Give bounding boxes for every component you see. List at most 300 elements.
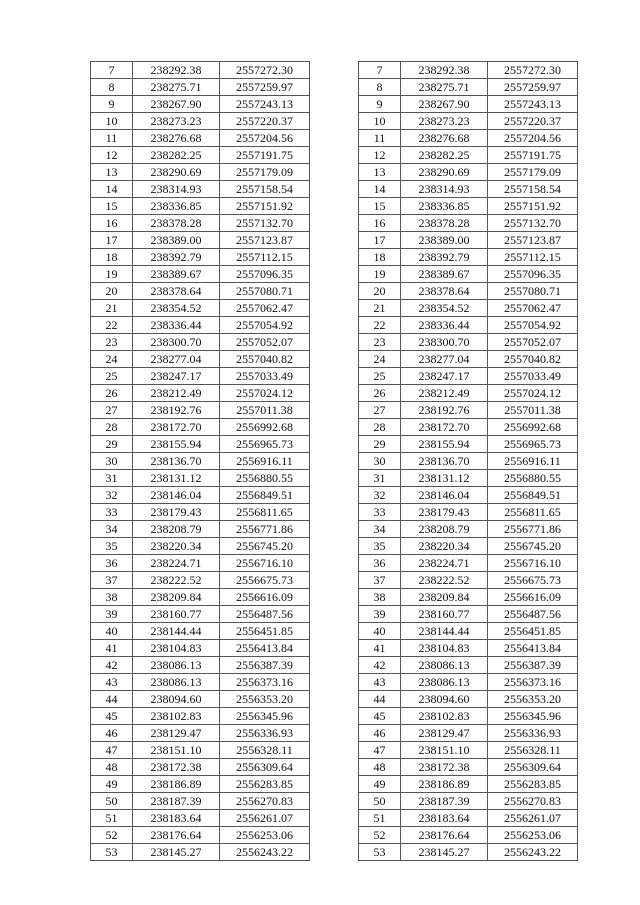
y-coordinate-cell: 2556309.64: [220, 759, 310, 776]
point-number-cell: 18: [359, 249, 401, 266]
x-coordinate-cell: 238176.64: [133, 827, 220, 844]
point-number-cell: 16: [91, 215, 133, 232]
point-number-cell: 37: [91, 572, 133, 589]
point-number-cell: 8: [359, 79, 401, 96]
table-row: [359, 368, 578, 385]
x-coordinate-cell: 238186.89: [133, 776, 220, 793]
table-row: [91, 164, 310, 181]
table-row: [359, 521, 578, 538]
point-number-cell: 27: [359, 402, 401, 419]
x-coordinate-cell: 238209.84: [401, 589, 488, 606]
table-row: [359, 215, 578, 232]
table-row: [91, 283, 310, 300]
y-coordinate-cell: 2556328.11: [220, 742, 310, 759]
y-coordinate-cell: 2557054.92: [488, 317, 578, 334]
y-coordinate-cell: 2557204.56: [488, 130, 578, 147]
table-row: [359, 79, 578, 96]
table-row: [91, 606, 310, 623]
y-coordinate-cell: 2556373.16: [220, 674, 310, 691]
table-row: [91, 453, 310, 470]
y-coordinate-cell: 2556880.55: [220, 470, 310, 487]
y-coordinate-cell: 2557033.49: [488, 368, 578, 385]
point-number-cell: 21: [91, 300, 133, 317]
y-coordinate-cell: 2556283.85: [220, 776, 310, 793]
point-number-cell: 24: [359, 351, 401, 368]
table-row: [359, 487, 578, 504]
y-coordinate-cell: 2556387.39: [488, 657, 578, 674]
x-coordinate-cell: 238192.76: [401, 402, 488, 419]
x-coordinate-cell: 238155.94: [401, 436, 488, 453]
table-row: [91, 147, 310, 164]
y-coordinate-cell: 2557132.70: [488, 215, 578, 232]
x-coordinate-cell: 238176.64: [401, 827, 488, 844]
x-coordinate-cell: 238276.68: [133, 130, 220, 147]
table-row: [359, 96, 578, 113]
y-coordinate-cell: 2556261.07: [488, 810, 578, 827]
x-coordinate-cell: 238389.00: [401, 232, 488, 249]
table-row: [91, 742, 310, 759]
table-row: [91, 708, 310, 725]
point-number-cell: 45: [359, 708, 401, 725]
x-coordinate-cell: 238354.52: [133, 300, 220, 317]
y-coordinate-cell: 2557112.15: [220, 249, 310, 266]
y-coordinate-cell: 2557011.38: [220, 402, 310, 419]
table-row: [91, 351, 310, 368]
x-coordinate-cell: 238208.79: [133, 521, 220, 538]
point-number-cell: 40: [359, 623, 401, 640]
x-coordinate-cell: 238151.10: [401, 742, 488, 759]
table-row: [91, 62, 310, 79]
table-row: [359, 759, 578, 776]
y-coordinate-cell: 2557112.15: [488, 249, 578, 266]
table-row: [359, 181, 578, 198]
x-coordinate-cell: 238220.34: [133, 538, 220, 555]
point-number-cell: 28: [359, 419, 401, 436]
point-number-cell: 34: [359, 521, 401, 538]
x-coordinate-cell: 238187.39: [401, 793, 488, 810]
x-coordinate-cell: 238186.89: [401, 776, 488, 793]
x-coordinate-cell: 238247.17: [401, 368, 488, 385]
point-number-cell: 53: [359, 844, 401, 861]
y-coordinate-cell: 2556353.20: [220, 691, 310, 708]
table-row: [359, 844, 578, 861]
x-coordinate-cell: 238276.68: [401, 130, 488, 147]
x-coordinate-cell: 238172.70: [133, 419, 220, 436]
table-row: [91, 402, 310, 419]
point-number-cell: 30: [91, 453, 133, 470]
x-coordinate-cell: 238086.13: [401, 657, 488, 674]
table-row: [91, 385, 310, 402]
y-coordinate-cell: 2556771.86: [488, 521, 578, 538]
x-coordinate-cell: 238275.71: [133, 79, 220, 96]
table-row: [91, 793, 310, 810]
x-coordinate-cell: 238212.49: [133, 385, 220, 402]
x-coordinate-cell: 238131.12: [401, 470, 488, 487]
table-row: [91, 215, 310, 232]
point-number-cell: 8: [91, 79, 133, 96]
table-row: [91, 827, 310, 844]
table-row: [359, 453, 578, 470]
x-coordinate-cell: 238160.77: [133, 606, 220, 623]
x-coordinate-cell: 238172.38: [401, 759, 488, 776]
x-coordinate-cell: 238086.13: [133, 657, 220, 674]
point-number-cell: 47: [91, 742, 133, 759]
point-number-cell: 49: [359, 776, 401, 793]
y-coordinate-cell: 2557191.75: [220, 147, 310, 164]
table-row: [91, 470, 310, 487]
point-number-cell: 41: [91, 640, 133, 657]
y-coordinate-cell: 2556345.96: [488, 708, 578, 725]
point-number-cell: 35: [91, 538, 133, 555]
y-coordinate-cell: 2557080.71: [488, 283, 578, 300]
point-number-cell: 23: [91, 334, 133, 351]
point-number-cell: 26: [359, 385, 401, 402]
table-row: [91, 181, 310, 198]
table-row: [91, 538, 310, 555]
y-coordinate-cell: 2556716.10: [488, 555, 578, 572]
table-row: [91, 232, 310, 249]
x-coordinate-cell: 238378.64: [133, 283, 220, 300]
x-coordinate-cell: 238146.04: [133, 487, 220, 504]
point-number-cell: 42: [91, 657, 133, 674]
point-number-cell: 52: [359, 827, 401, 844]
y-coordinate-cell: 2556336.93: [488, 725, 578, 742]
x-coordinate-cell: 238292.38: [401, 62, 488, 79]
table-row: [91, 521, 310, 538]
table-row: [91, 623, 310, 640]
point-number-cell: 44: [359, 691, 401, 708]
point-number-cell: 42: [359, 657, 401, 674]
point-number-cell: 25: [91, 368, 133, 385]
table-row: [359, 232, 578, 249]
x-coordinate-cell: 238267.90: [401, 96, 488, 113]
point-number-cell: 36: [359, 555, 401, 572]
x-coordinate-cell: 238378.28: [133, 215, 220, 232]
table-row: [91, 79, 310, 96]
table-row: [359, 657, 578, 674]
table-row: [359, 436, 578, 453]
table-row: [359, 504, 578, 521]
point-number-cell: 23: [359, 334, 401, 351]
table-row: [359, 266, 578, 283]
x-coordinate-cell: 238267.90: [133, 96, 220, 113]
y-coordinate-cell: 2556487.56: [488, 606, 578, 623]
x-coordinate-cell: 238136.70: [133, 453, 220, 470]
point-number-cell: 50: [91, 793, 133, 810]
point-number-cell: 53: [91, 844, 133, 861]
y-coordinate-cell: 2556811.65: [488, 504, 578, 521]
point-number-cell: 33: [359, 504, 401, 521]
y-coordinate-cell: 2557123.87: [488, 232, 578, 249]
y-coordinate-cell: 2556745.20: [220, 538, 310, 555]
point-number-cell: 50: [359, 793, 401, 810]
point-number-cell: 32: [359, 487, 401, 504]
x-coordinate-cell: 238273.23: [133, 113, 220, 130]
y-coordinate-cell: 2557191.75: [488, 147, 578, 164]
y-coordinate-cell: 2557024.12: [220, 385, 310, 402]
y-coordinate-cell: 2557259.97: [488, 79, 578, 96]
y-coordinate-cell: 2556965.73: [220, 436, 310, 453]
point-number-cell: 44: [91, 691, 133, 708]
table-row: [359, 164, 578, 181]
x-coordinate-cell: 238086.13: [133, 674, 220, 691]
table-row: [91, 810, 310, 827]
y-coordinate-cell: 2557158.54: [488, 181, 578, 198]
point-number-cell: 9: [359, 96, 401, 113]
point-number-cell: 12: [359, 147, 401, 164]
x-coordinate-cell: 238102.83: [133, 708, 220, 725]
point-number-cell: 16: [359, 215, 401, 232]
point-number-cell: 9: [91, 96, 133, 113]
point-number-cell: 19: [91, 266, 133, 283]
table-row: [91, 96, 310, 113]
y-coordinate-cell: 2557179.09: [220, 164, 310, 181]
table-row: [91, 300, 310, 317]
y-coordinate-cell: 2556261.07: [220, 810, 310, 827]
table-row: [91, 130, 310, 147]
y-coordinate-cell: 2557204.56: [220, 130, 310, 147]
point-number-cell: 51: [359, 810, 401, 827]
point-number-cell: 21: [359, 300, 401, 317]
y-coordinate-cell: 2556811.65: [220, 504, 310, 521]
x-coordinate-cell: 238102.83: [401, 708, 488, 725]
point-number-cell: 11: [91, 130, 133, 147]
y-coordinate-cell: 2556965.73: [488, 436, 578, 453]
table-row: [359, 317, 578, 334]
table-row: [359, 130, 578, 147]
point-number-cell: 46: [359, 725, 401, 742]
point-number-cell: 30: [359, 453, 401, 470]
point-number-cell: 41: [359, 640, 401, 657]
x-coordinate-cell: 238104.83: [401, 640, 488, 657]
y-coordinate-cell: 2557123.87: [220, 232, 310, 249]
x-coordinate-cell: 238192.76: [133, 402, 220, 419]
x-coordinate-cell: 238336.44: [401, 317, 488, 334]
y-coordinate-cell: 2556345.96: [220, 708, 310, 725]
table-row: [91, 844, 310, 861]
table-row: [359, 623, 578, 640]
y-coordinate-cell: 2556451.85: [220, 623, 310, 640]
y-coordinate-cell: 2557151.92: [488, 198, 578, 215]
x-coordinate-cell: 238290.69: [401, 164, 488, 181]
y-coordinate-cell: 2556675.73: [220, 572, 310, 589]
point-number-cell: 27: [91, 402, 133, 419]
table-row: [359, 555, 578, 572]
point-number-cell: 17: [91, 232, 133, 249]
point-number-cell: 28: [91, 419, 133, 436]
table-row: [91, 674, 310, 691]
y-coordinate-cell: 2557062.47: [488, 300, 578, 317]
point-number-cell: 10: [91, 113, 133, 130]
y-coordinate-cell: 2557096.35: [220, 266, 310, 283]
x-coordinate-cell: 238222.52: [401, 572, 488, 589]
table-row: [91, 368, 310, 385]
x-coordinate-cell: 238183.64: [133, 810, 220, 827]
coordinate-table-left: [90, 61, 310, 861]
table-row: [359, 300, 578, 317]
point-number-cell: 43: [359, 674, 401, 691]
table-row: [91, 657, 310, 674]
y-coordinate-cell: 2556992.68: [220, 419, 310, 436]
table-row: [91, 589, 310, 606]
y-coordinate-cell: 2556309.64: [488, 759, 578, 776]
y-coordinate-cell: 2556716.10: [220, 555, 310, 572]
y-coordinate-cell: 2556451.85: [488, 623, 578, 640]
y-coordinate-cell: 2556849.51: [488, 487, 578, 504]
y-coordinate-cell: 2557158.54: [220, 181, 310, 198]
point-number-cell: 48: [359, 759, 401, 776]
x-coordinate-cell: 238300.70: [133, 334, 220, 351]
x-coordinate-cell: 238104.83: [133, 640, 220, 657]
table-row: [91, 504, 310, 521]
x-coordinate-cell: 238378.64: [401, 283, 488, 300]
y-coordinate-cell: 2557080.71: [220, 283, 310, 300]
point-number-cell: 25: [359, 368, 401, 385]
x-coordinate-cell: 238172.38: [133, 759, 220, 776]
x-coordinate-cell: 238209.84: [133, 589, 220, 606]
point-number-cell: 18: [91, 249, 133, 266]
x-coordinate-cell: 238144.44: [133, 623, 220, 640]
y-coordinate-cell: 2556243.22: [488, 844, 578, 861]
y-coordinate-cell: 2557062.47: [220, 300, 310, 317]
y-coordinate-cell: 2556243.22: [220, 844, 310, 861]
table-row: [359, 147, 578, 164]
point-number-cell: 29: [91, 436, 133, 453]
y-coordinate-cell: 2556283.85: [488, 776, 578, 793]
y-coordinate-cell: 2557220.37: [488, 113, 578, 130]
point-number-cell: 47: [359, 742, 401, 759]
table-row: [359, 62, 578, 79]
y-coordinate-cell: 2557052.07: [488, 334, 578, 351]
x-coordinate-cell: 238145.27: [133, 844, 220, 861]
point-number-cell: 35: [359, 538, 401, 555]
point-number-cell: 15: [91, 198, 133, 215]
x-coordinate-cell: 238224.71: [401, 555, 488, 572]
x-coordinate-cell: 238336.44: [133, 317, 220, 334]
table-row: [359, 572, 578, 589]
table-row: [91, 487, 310, 504]
y-coordinate-cell: 2556616.09: [220, 589, 310, 606]
y-coordinate-cell: 2556916.11: [220, 453, 310, 470]
y-coordinate-cell: 2557179.09: [488, 164, 578, 181]
table-row: [359, 640, 578, 657]
table-row: [91, 725, 310, 742]
table-row: [359, 725, 578, 742]
table-row: [359, 793, 578, 810]
x-coordinate-cell: 238187.39: [133, 793, 220, 810]
y-coordinate-cell: 2556675.73: [488, 572, 578, 589]
point-number-cell: 39: [359, 606, 401, 623]
point-number-cell: 7: [91, 62, 133, 79]
point-number-cell: 31: [359, 470, 401, 487]
x-coordinate-cell: 238146.04: [401, 487, 488, 504]
x-coordinate-cell: 238378.28: [401, 215, 488, 232]
point-number-cell: 22: [359, 317, 401, 334]
y-coordinate-cell: 2556270.83: [488, 793, 578, 810]
table-row: [91, 249, 310, 266]
x-coordinate-cell: 238131.12: [133, 470, 220, 487]
table-row: [359, 198, 578, 215]
point-number-cell: 34: [91, 521, 133, 538]
x-coordinate-cell: 238172.70: [401, 419, 488, 436]
x-coordinate-cell: 238354.52: [401, 300, 488, 317]
point-number-cell: 7: [359, 62, 401, 79]
y-coordinate-cell: 2556745.20: [488, 538, 578, 555]
point-number-cell: 31: [91, 470, 133, 487]
x-coordinate-cell: 238392.79: [401, 249, 488, 266]
y-coordinate-cell: 2557151.92: [220, 198, 310, 215]
point-number-cell: 32: [91, 487, 133, 504]
point-number-cell: 19: [359, 266, 401, 283]
point-number-cell: 33: [91, 504, 133, 521]
y-coordinate-cell: 2557024.12: [488, 385, 578, 402]
x-coordinate-cell: 238183.64: [401, 810, 488, 827]
point-number-cell: 38: [359, 589, 401, 606]
y-coordinate-cell: 2556270.83: [220, 793, 310, 810]
point-number-cell: 20: [91, 283, 133, 300]
x-coordinate-cell: 238144.44: [401, 623, 488, 640]
table-row: [359, 810, 578, 827]
table-row: [359, 113, 578, 130]
y-coordinate-cell: 2556849.51: [220, 487, 310, 504]
table-row: [91, 317, 310, 334]
y-coordinate-cell: 2556413.84: [220, 640, 310, 657]
point-number-cell: 51: [91, 810, 133, 827]
x-coordinate-cell: 238160.77: [401, 606, 488, 623]
x-coordinate-cell: 238290.69: [133, 164, 220, 181]
coordinate-table-right: [358, 61, 578, 861]
point-number-cell: 29: [359, 436, 401, 453]
table-row: [359, 606, 578, 623]
point-number-cell: 14: [91, 181, 133, 198]
table-row: [359, 385, 578, 402]
y-coordinate-cell: 2556373.16: [488, 674, 578, 691]
x-coordinate-cell: 238314.93: [401, 181, 488, 198]
point-number-cell: 15: [359, 198, 401, 215]
x-coordinate-cell: 238389.67: [401, 266, 488, 283]
x-coordinate-cell: 238222.52: [133, 572, 220, 589]
y-coordinate-cell: 2557040.82: [488, 351, 578, 368]
table-row: [359, 419, 578, 436]
table-row: [359, 776, 578, 793]
point-number-cell: 45: [91, 708, 133, 725]
table-row: [359, 402, 578, 419]
x-coordinate-cell: 238389.00: [133, 232, 220, 249]
table-row: [91, 640, 310, 657]
table-row: [91, 419, 310, 436]
table-row: [359, 674, 578, 691]
table-row: [91, 572, 310, 589]
x-coordinate-cell: 238336.85: [133, 198, 220, 215]
point-number-cell: 39: [91, 606, 133, 623]
y-coordinate-cell: 2557040.82: [220, 351, 310, 368]
table-row: [91, 113, 310, 130]
table-row: [359, 827, 578, 844]
table-row: [91, 555, 310, 572]
point-number-cell: 11: [359, 130, 401, 147]
x-coordinate-cell: 238212.49: [401, 385, 488, 402]
y-coordinate-cell: 2556253.06: [488, 827, 578, 844]
x-coordinate-cell: 238208.79: [401, 521, 488, 538]
x-coordinate-cell: 238314.93: [133, 181, 220, 198]
point-number-cell: 10: [359, 113, 401, 130]
point-number-cell: 40: [91, 623, 133, 640]
x-coordinate-cell: 238179.43: [133, 504, 220, 521]
y-coordinate-cell: 2557259.97: [220, 79, 310, 96]
point-number-cell: 14: [359, 181, 401, 198]
y-coordinate-cell: 2557243.13: [220, 96, 310, 113]
y-coordinate-cell: 2557011.38: [488, 402, 578, 419]
